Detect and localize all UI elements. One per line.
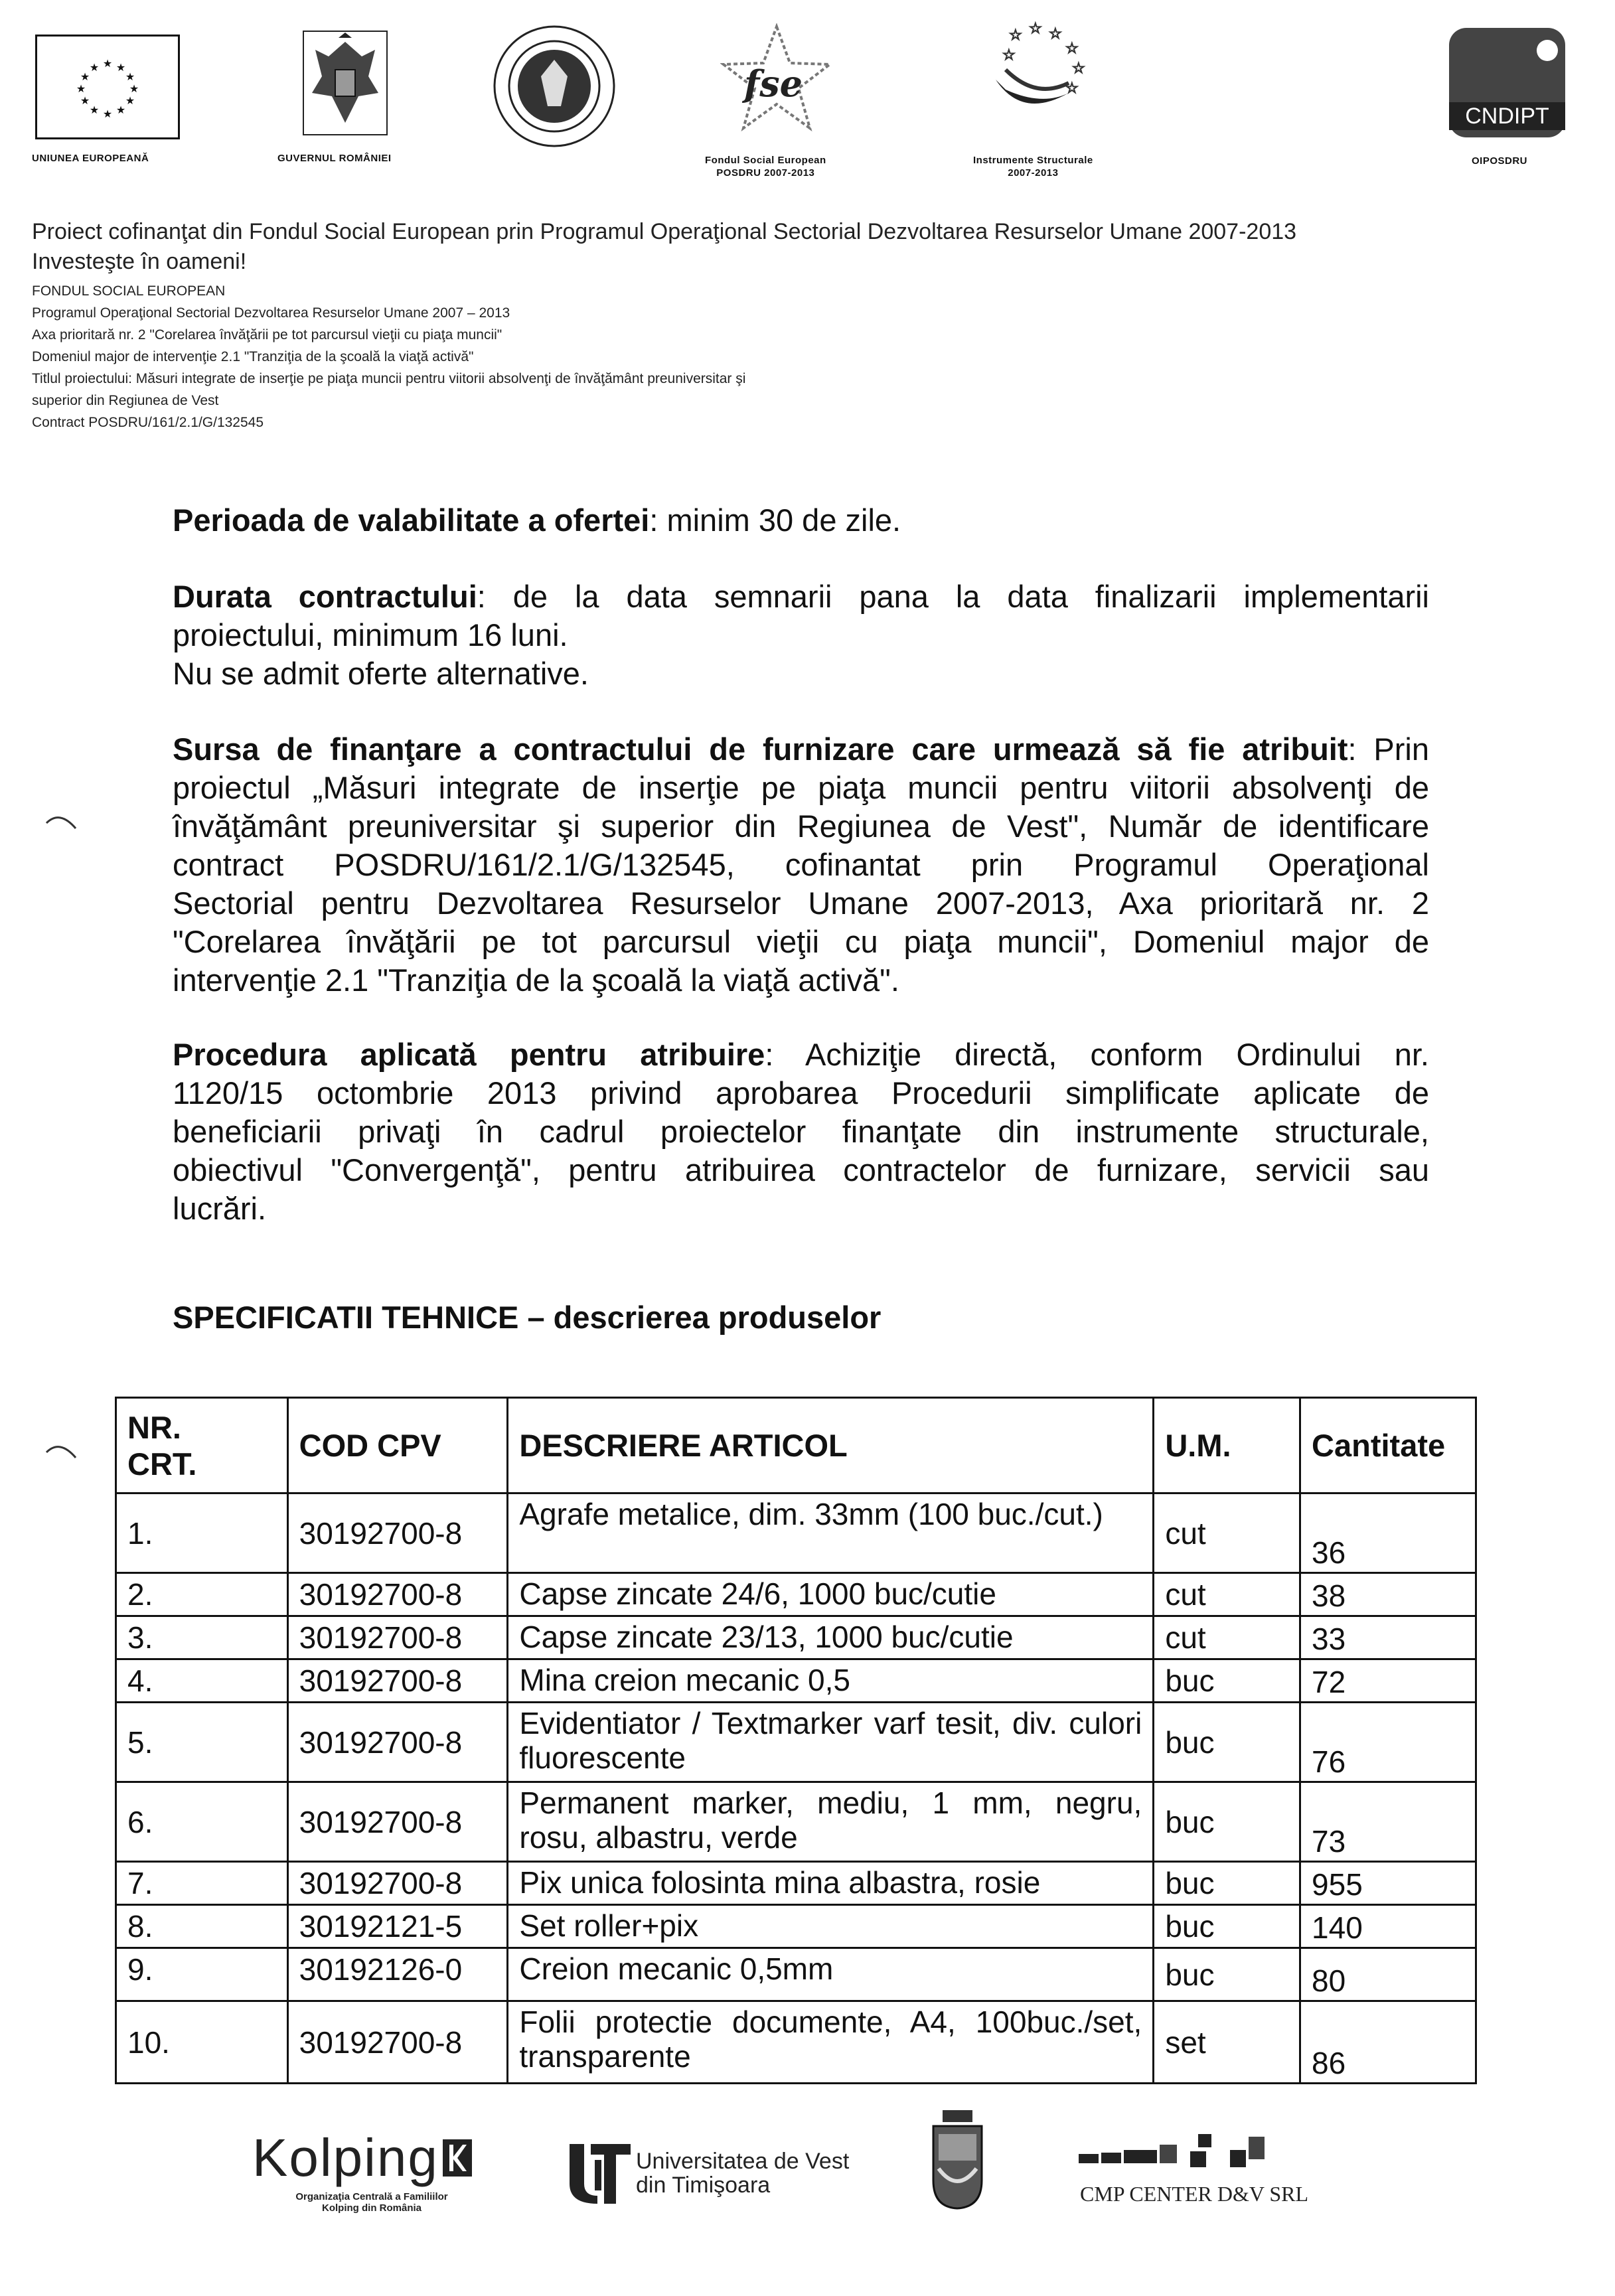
eu-stars-icon bbox=[37, 37, 178, 137]
cell-quantity: 72 bbox=[1300, 1659, 1476, 1703]
cell-quantity: 80 bbox=[1300, 1948, 1476, 2001]
margin-punch-mark bbox=[44, 808, 84, 835]
col-header-description: DESCRIERE ARTICOL bbox=[508, 1398, 1154, 1493]
header-small-line: Axa prioritară nr. 2 "Corelarea învăţării pe tot parcursul vieţii cu piaţa muncii" bbox=[32, 327, 502, 343]
cmp-center-name: CMP CENTER D&V SRL bbox=[1080, 2182, 1309, 2206]
government-seal-logo bbox=[491, 23, 617, 153]
header-small-line: Domeniul major de intervenţie 2.1 "Tranziţia de la şcoală la viaţă activă" bbox=[32, 349, 474, 364]
svg-text:☆: ☆ bbox=[1049, 26, 1062, 42]
svg-text:★: ★ bbox=[129, 82, 139, 95]
header-small-line: superior din Regiunea de Vest bbox=[32, 393, 219, 408]
funding-source-label: Sursa de finanţare a contractului de furnizare care urmează să fie atribuit bbox=[173, 731, 1348, 767]
procedure-paragraph: Procedura aplicată pentru atribuire: Achiziţie directă, conform Ordinului nr. 1120/15 octombrie 2013 privind aprobarea Procedurii simplificate aplicate de beneficiarii privaţi în cadrul proiectelor finanţate din instrumente structurale, obiectivul "Convergenţă", pentru atribuirea contractelor de furnizare, servicii sau lucrări. bbox=[173, 1037, 1429, 1226]
cell-description: Set roller+pix bbox=[508, 1905, 1154, 1948]
table-row bbox=[116, 1905, 1476, 1948]
cell-nr: 6. bbox=[116, 1782, 288, 1862]
cell-cpv: 30192700-8 bbox=[287, 1616, 508, 1659]
cell-nr: 3. bbox=[116, 1616, 288, 1659]
col-header-nr: NR. CRT. bbox=[116, 1398, 288, 1493]
cell-nr: 8. bbox=[116, 1905, 288, 1948]
svg-text:★: ★ bbox=[76, 82, 86, 95]
uvt-name-line1: Universitatea de Vest bbox=[636, 2149, 850, 2174]
offer-validity-paragraph: Perioada de valabilitate a ofertei: minim 30 de zile. bbox=[173, 502, 901, 538]
svg-text:☆: ☆ bbox=[1009, 27, 1022, 44]
margin-punch-mark bbox=[44, 1438, 84, 1464]
svg-text:★: ★ bbox=[80, 94, 90, 107]
cell-um: set bbox=[1154, 2001, 1300, 2084]
oiposdru-caption: OIPOSDRU bbox=[1472, 155, 1528, 167]
cell-description: Creion mecanic 0,5mm bbox=[508, 1948, 1154, 2001]
table-row bbox=[116, 1782, 1476, 1862]
cell-nr: 5. bbox=[116, 1703, 288, 1782]
cell-cpv: 30192700-8 bbox=[287, 1659, 508, 1703]
header-small-line: Programul Operaţional Sectorial Dezvoltarea Resurselor Umane 2007 – 2013 bbox=[32, 305, 510, 321]
cell-quantity: 73 bbox=[1300, 1782, 1476, 1862]
spec-table bbox=[115, 1397, 1477, 2084]
table-row bbox=[116, 1493, 1476, 1573]
cell-nr: 7. bbox=[116, 1862, 288, 1905]
svg-text:★: ★ bbox=[125, 70, 135, 83]
cell-nr: 10. bbox=[116, 2001, 288, 2084]
table-row bbox=[116, 2001, 1476, 2084]
svg-text:☆: ☆ bbox=[1072, 60, 1085, 77]
cell-nr: 1. bbox=[116, 1493, 288, 1573]
svg-text:☆: ☆ bbox=[1029, 21, 1042, 37]
contract-duration-paragraph: Durata contractului: de la data semnarii pana la data finalizarii implementarii proiectului, minimum 16 luni. Nu se admit oferte alternative. bbox=[173, 579, 1429, 691]
cell-quantity: 86 bbox=[1300, 2001, 1476, 2084]
table-row bbox=[116, 1703, 1476, 1782]
cndipt-logo bbox=[1449, 28, 1565, 141]
cell-um: cut bbox=[1154, 1573, 1300, 1616]
cell-description: Mina creion mecanic 0,5 bbox=[508, 1659, 1154, 1703]
header-small-line: Contract POSDRU/161/2.1/G/132545 bbox=[32, 415, 264, 430]
cell-quantity: 140 bbox=[1300, 1905, 1476, 1948]
procedure-label: Procedura aplicată pentru atribuire bbox=[173, 1037, 765, 1072]
svg-text:★: ★ bbox=[80, 70, 90, 83]
table-row bbox=[116, 1616, 1476, 1659]
svg-text:★: ★ bbox=[125, 94, 135, 107]
svg-text:★: ★ bbox=[102, 108, 113, 120]
cell-cpv: 30192700-8 bbox=[287, 2001, 508, 2084]
cell-um: cut bbox=[1154, 1493, 1300, 1573]
cell-cpv: 30192126-0 bbox=[287, 1948, 508, 2001]
cell-cpv: 30192700-8 bbox=[287, 1782, 508, 1862]
cell-um: buc bbox=[1154, 1905, 1300, 1948]
table-row bbox=[116, 1862, 1476, 1905]
slogan: Investeşte în oameni! bbox=[32, 249, 247, 274]
uvt-logo bbox=[564, 2137, 850, 2214]
table-row bbox=[116, 1948, 1476, 2001]
is-caption: Instrumente Structurale 2007-2013 bbox=[973, 155, 1093, 179]
romanian-coat-of-arms-logo bbox=[302, 30, 388, 139]
cell-description: Pix unica folosinta mina albastra, rosie bbox=[508, 1862, 1154, 1905]
svg-text:fse: fse bbox=[744, 62, 803, 105]
cell-quantity: 36 bbox=[1300, 1493, 1476, 1573]
cell-cpv: 30192700-8 bbox=[287, 1573, 508, 1616]
svg-text:★: ★ bbox=[89, 104, 100, 116]
col-header-cpv: COD CPV bbox=[287, 1398, 508, 1493]
cell-description: Permanent marker, mediu, 1 mm, negru, rosu, albastru, verde bbox=[508, 1782, 1154, 1862]
table-row bbox=[116, 1659, 1476, 1703]
spec-section-title: SPECIFICATII TEHNICE – descrierea produselor bbox=[173, 1300, 882, 1335]
cell-um: buc bbox=[1154, 1703, 1300, 1782]
cell-cpv: 30192700-8 bbox=[287, 1493, 508, 1573]
cell-nr: 9. bbox=[116, 1948, 288, 2001]
fse-star-logo bbox=[720, 23, 833, 139]
kolping-logo: Kolping Organizaţia Centrală a Familiilor Kolping din România bbox=[252, 2127, 491, 2214]
structural-instruments-logo bbox=[969, 20, 1095, 143]
cell-quantity: 955 bbox=[1300, 1862, 1476, 1905]
uvt-name-line2: din Timişoara bbox=[636, 2173, 771, 2198]
offer-validity-label: Perioada de valabilitate a ofertei bbox=[173, 502, 650, 538]
cell-description: Evidentiator / Textmarker varf tesit, div. culori fluorescente bbox=[508, 1703, 1154, 1782]
cell-um: cut bbox=[1154, 1616, 1300, 1659]
cell-cpv: 30192121-5 bbox=[287, 1905, 508, 1948]
cofinance-statement: Proiect cofinanţat din Fondul Social European prin Programul Operaţional Sectorial Dezvoltarea Resurselor Umane 2007-2013 bbox=[32, 219, 1297, 244]
funding-source-paragraph: Sursa de finanţare a contractului de furnizare care urmează să fie atribuit: Prin proiectul „Măsuri integrate de inserţie pe piaţa muncii pentru viitorii absolvenţi de învăţământ preuniversitar şi superior din Regiunea de Vest", Număr de identificare contract POSDRU/161/2.1/G/132545, cofinantat prin Programul Operaţional Sectorial pentru Dezvoltarea Resurselor Umane 2007-2013, Axa prioritară nr. 2 "Corelarea învăţării pe tot parcursul vieţii cu piaţa muncii", Domeniul major de intervenţie 2.1 "Tranziţia de la şcoală la viaţă activă". bbox=[173, 731, 1429, 998]
cmp-center-logo bbox=[1079, 2127, 1309, 2206]
kolping-wordmark: Kolping bbox=[252, 2128, 439, 2187]
cell-description: Capse zincate 23/13, 1000 buc/cutie bbox=[508, 1616, 1154, 1659]
eu-caption: UNIUNEA EUROPEANĂ bbox=[32, 153, 149, 164]
col-header-um: U.M. bbox=[1154, 1398, 1300, 1493]
cell-nr: 2. bbox=[116, 1573, 288, 1616]
cell-description: Agrafe metalice, dim. 33mm (100 buc./cut.) bbox=[508, 1493, 1154, 1573]
svg-text:☆: ☆ bbox=[1065, 80, 1079, 97]
cell-description: Folii protectie documente, A4, 100buc./set, transparente bbox=[508, 2001, 1154, 2084]
contract-duration-label: Durata contractului bbox=[173, 579, 477, 614]
cell-um: buc bbox=[1154, 1948, 1300, 2001]
cell-cpv: 30192700-8 bbox=[287, 1703, 508, 1782]
cell-description: Capse zincate 24/6, 1000 buc/cutie bbox=[508, 1573, 1154, 1616]
uvt-emblem-icon bbox=[564, 2137, 637, 2210]
govt-caption: GUVERNUL ROMÂNIEI bbox=[277, 153, 392, 164]
svg-text:★: ★ bbox=[115, 61, 126, 74]
cell-um: buc bbox=[1154, 1862, 1300, 1905]
fse-caption: Fondul Social European POSDRU 2007-2013 bbox=[705, 155, 826, 179]
svg-text:★: ★ bbox=[102, 57, 113, 70]
timisoara-coat-of-arms-logo bbox=[929, 2107, 986, 2214]
cell-cpv: 30192700-8 bbox=[287, 1862, 508, 1905]
table-header-row bbox=[116, 1398, 1476, 1493]
cell-quantity: 33 bbox=[1300, 1616, 1476, 1659]
cell-quantity: 76 bbox=[1300, 1703, 1476, 1782]
svg-text:☆: ☆ bbox=[1065, 40, 1079, 57]
cell-um: buc bbox=[1154, 1782, 1300, 1862]
header-small-line: Titlul proiectului: Măsuri integrate de inserţie pe piaţa muncii pentru viitorii absolvenţi de învăţământ preuniversitar şi bbox=[32, 371, 746, 386]
kolping-k-icon bbox=[443, 2139, 472, 2177]
svg-text:★: ★ bbox=[89, 61, 100, 74]
cell-um: buc bbox=[1154, 1659, 1300, 1703]
header-small-line: FONDUL SOCIAL EUROPEAN bbox=[32, 283, 226, 299]
svg-text:★: ★ bbox=[115, 104, 126, 116]
table-row bbox=[116, 1573, 1476, 1616]
eu-flag-logo bbox=[35, 35, 180, 139]
cell-nr: 4. bbox=[116, 1659, 288, 1703]
cmp-pixel-bars-icon bbox=[1079, 2127, 1304, 2174]
cndipt-badge-text: CNDIPT bbox=[1465, 104, 1549, 129]
svg-text:☆: ☆ bbox=[1002, 47, 1016, 64]
col-header-quantity: Cantitate bbox=[1300, 1398, 1476, 1493]
cell-quantity: 38 bbox=[1300, 1573, 1476, 1616]
